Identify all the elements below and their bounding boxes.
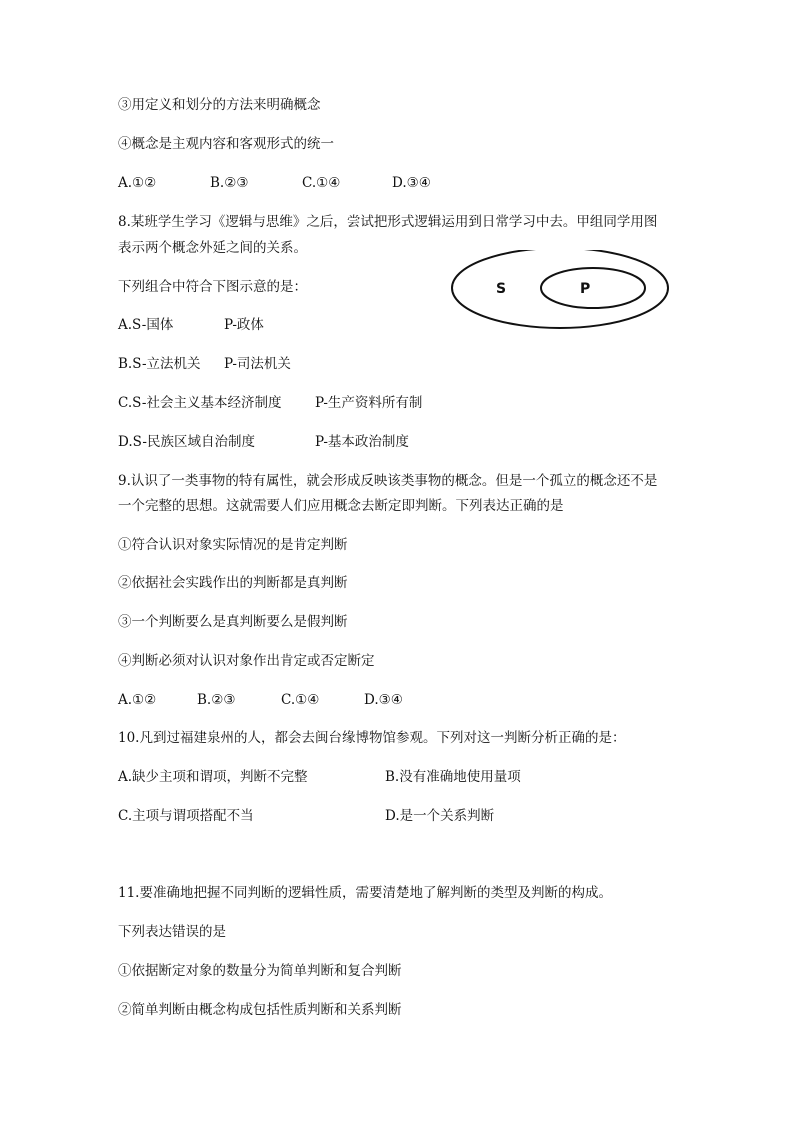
q8-option-d-p: P-基本政治制度 xyxy=(315,434,409,450)
q11-item-2: ②简单判断由概念构成包括性质判断和关系判断 xyxy=(118,1002,402,1018)
set-p-label: P xyxy=(580,281,591,297)
q8-option-b-s: B.S-立法机关 xyxy=(118,356,201,372)
q8-prompt: 下列组合中符合下图示意的是： xyxy=(118,279,307,295)
q7-item-4: ④概念是主观内容和客观形式的统一 xyxy=(118,136,334,152)
q9-option-b: B.②③ xyxy=(197,692,236,708)
set-s-ellipse xyxy=(452,250,668,328)
q9-option-d: D.③④ xyxy=(364,692,403,708)
q8-stem-line2: 表示两个概念外延之间的关系。 xyxy=(118,240,307,256)
q11-item-1: ①依据断定对象的数量分为简单判断和复合判断 xyxy=(118,963,402,979)
q8-stem-line1: 8.某班学生学习《逻辑与思维》之后，尝试把形式逻辑运用到日常学习中去。甲组同学用图 xyxy=(118,214,658,230)
q8-option-c-p: P-生产资料所有制 xyxy=(315,395,423,411)
q11-stem: 11.要准确地把握不同判断的逻辑性质，需要清楚地了解判断的类型及判断的构成。 xyxy=(118,885,612,901)
q7-item-3: ③用定义和划分的方法来明确概念 xyxy=(118,97,321,113)
q9-stem-line1: 9.认识了一类事物的特有属性，就会形成反映该类事物的概念。但是一个孤立的概念还不是 xyxy=(118,473,658,489)
q10-stem: 10.凡到过福建泉州的人，都会去闽台缘博物馆参观。下列对这一判断分析正确的是： xyxy=(118,730,626,746)
q7-option-a: A.①② xyxy=(118,175,157,191)
q9-option-c: C.①④ xyxy=(281,692,320,708)
q9-item-4: ④判断必须对认识对象作出肯定或否定断定 xyxy=(118,653,375,669)
q7-option-b: B.②③ xyxy=(210,175,249,191)
q9-item-2: ②依据社会实践作出的判断都是真判断 xyxy=(118,575,348,591)
q8-option-c-s: C.S-社会主义基本经济制度 xyxy=(118,395,282,411)
set-p-ellipse xyxy=(541,268,645,308)
q10-option-d: D.是一个关系判断 xyxy=(385,808,495,824)
q10-option-a: A.缺少主项和谓项，判断不完整 xyxy=(118,769,308,785)
q7-option-c: C.①④ xyxy=(302,175,341,191)
venn-diagram xyxy=(450,250,674,334)
q8-option-d-s: D.S-民族区域自治制度 xyxy=(118,434,255,450)
q7-option-d: D.③④ xyxy=(392,175,431,191)
q8-option-b-p: P-司法机关 xyxy=(224,356,291,372)
q9-item-1: ①符合认识对象实际情况的是肯定判断 xyxy=(118,537,348,553)
q10-option-c: C.主项与谓项搭配不当 xyxy=(118,808,254,824)
q9-stem-line2: 一个完整的思想。这就需要人们应用概念去断定即判断。下列表达正确的是 xyxy=(118,498,564,514)
q8-option-a-p: P-政体 xyxy=(224,317,264,333)
q11-prompt: 下列表达错误的是 xyxy=(118,924,226,940)
q10-option-b: B.没有准确地使用量项 xyxy=(385,769,521,785)
q9-item-3: ③一个判断要么是真判断要么是假判断 xyxy=(118,614,348,630)
set-s-label: S xyxy=(496,281,507,297)
q9-option-a: A.①② xyxy=(118,692,157,708)
q8-option-a-s: A.S-国体 xyxy=(118,317,174,333)
